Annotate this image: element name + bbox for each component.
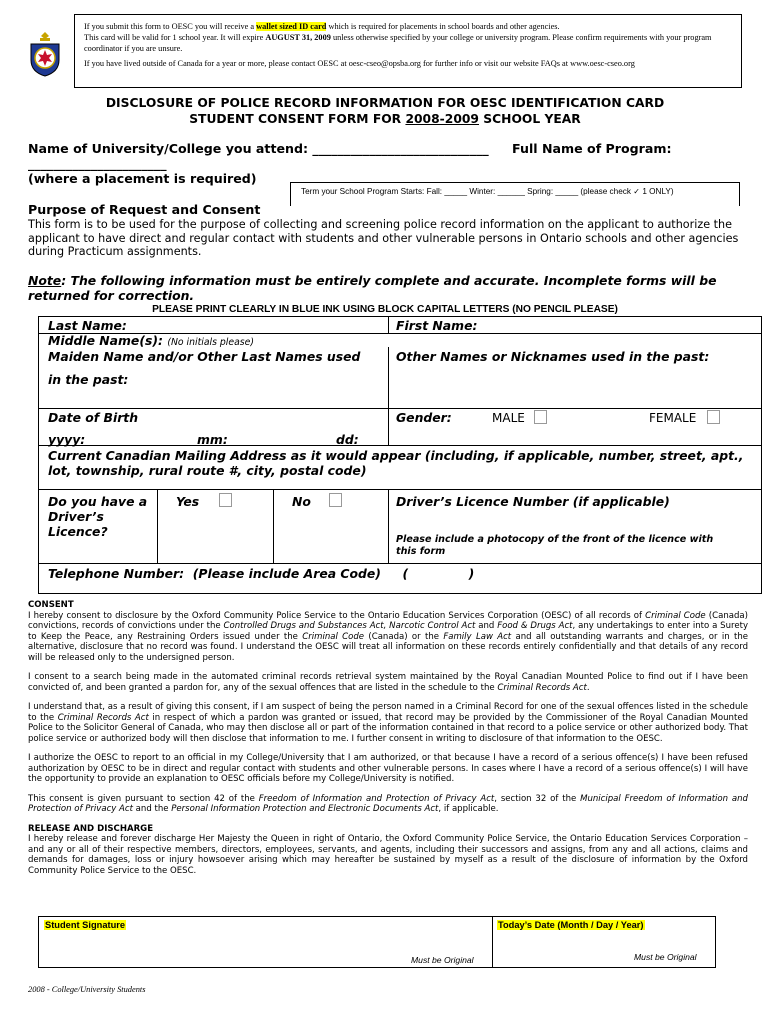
act-name: Criminal Records Act bbox=[497, 682, 587, 693]
licence-question-line: Licence? bbox=[48, 524, 108, 539]
act-name: Freedom of Information and Protection of Privacy Act bbox=[258, 793, 495, 804]
consent-text: and all outstanding warrants and charges, or in the alternative, disclosure that no record was found. I understand the OESC will treat all information on these records entirely confidentially and that details of any record will be released only to the undersigned person. bbox=[28, 631, 749, 663]
expiry-date: AUGUST 31, 2009 bbox=[265, 33, 331, 42]
licence-yes-checkbox[interactable] bbox=[219, 493, 232, 507]
must-be-original-note: Must be Original bbox=[411, 955, 474, 965]
licence-no-checkbox[interactable] bbox=[329, 493, 342, 507]
female-checkbox[interactable] bbox=[707, 410, 720, 424]
act-name: Personal Information Protection and Electronic Documents Act bbox=[171, 804, 439, 814]
consent-paragraph-4: I authorize the OESC to report to an official in my College/University that I am authorized, or that because I have a record of a serious offence(s) I have been refused authorization by OESC to be in direct and regular contact with students and other vulnerable persons. In cases where I have a record of a serious offence(s) I will have the opportunity to provide an explanation to OESC officials before my College/University is notified. bbox=[28, 753, 748, 784]
purpose-text: This form is to be used for the purpose of collecting and screening police record information on the applicant to authorize the applicant to have direct and regular contact with students and other vulnerable persons in Ontario schools and other agencies during Practicum assignments. bbox=[28, 218, 739, 259]
dob-month-field[interactable]: mm: bbox=[197, 432, 228, 447]
licence-photocopy-note: Please include a photocopy of the front of the licence with this form bbox=[396, 534, 714, 557]
dob-day-field[interactable]: dd: bbox=[336, 432, 359, 447]
consent-text: , any undertakings to enter into a Surety to Keep the Peace, any Restraining Orders issued under the bbox=[28, 621, 749, 642]
gender-label: Gender: bbox=[396, 410, 452, 425]
act-name: Criminal Records Act bbox=[57, 712, 149, 723]
act-name: Criminal Code bbox=[302, 631, 365, 642]
subtitle-text: SCHOOL YEAR bbox=[479, 112, 581, 126]
consent-text: and bbox=[475, 621, 498, 631]
mailing-address-field[interactable]: Current Canadian Mailing Address as it would appear (including, if applicable, number, street, apt., lot, township, rural route #, city, postal code) bbox=[48, 448, 744, 478]
consent-paragraph-2 bbox=[28, 672, 748, 693]
accuracy-note bbox=[28, 273, 750, 303]
consent-text: . bbox=[586, 682, 590, 693]
must-be-original-note: Must be Original bbox=[634, 952, 697, 962]
purpose-heading: Purpose of Request and Consent bbox=[28, 202, 261, 217]
consent-text: , section 32 of the bbox=[494, 793, 581, 804]
note-label: Note bbox=[28, 273, 62, 288]
consent-paragraph-1 bbox=[28, 611, 748, 664]
middle-names-field[interactable] bbox=[48, 333, 254, 348]
placement-note: (where a placement is required) bbox=[28, 171, 257, 186]
licence-question-line: Driver’s bbox=[48, 509, 104, 524]
no-initials-hint: (No initials please) bbox=[167, 337, 254, 348]
university-field-label[interactable]: Name of University/College you attend: ____________________________ bbox=[28, 141, 489, 156]
consent-text: I understand that, as a result of giving this consent, if I am suspect of being the person named in a Criminal Record for one of the sexual offences listed in the schedule to the bbox=[28, 702, 748, 723]
subtitle-text: STUDENT CONSENT FORM FOR bbox=[189, 112, 406, 126]
middle-names-label: Middle Name(s): bbox=[48, 333, 163, 348]
print-instruction: PLEASE PRINT CLEARLY IN BLUE INK USING BLOCK CAPITAL LETTERS (NO PENCIL PLEASE) bbox=[152, 304, 618, 315]
consent-text: in respect of which a pardon was granted or issued, that record may be provided by the Commissioner of the Royal Canadian Mounted Police to the Solicitor General of Canada, who may then disclose all or part of the information contained in that record to a police service or other authorized body. That police service or authorized body will then disclose that information to me. I further consent in writing to disclosure of that information to the OESC. bbox=[28, 712, 749, 744]
licence-question-line: Do you have a bbox=[48, 494, 148, 509]
consent-text: I hereby consent to disclosure by the Oxford Community Police Service to the Ontario Education Services Corporation (OESC) of all records of bbox=[28, 610, 646, 621]
act-name: Controlled Drugs and Substances Act, Narcotic Control Act bbox=[223, 621, 476, 631]
female-option-label: FEMALE bbox=[649, 411, 697, 425]
release-paragraph: I hereby release and forever discharge Her Majesty the Queen in right of Ontario, the Oxford Community Police Service, the Ontario Education Services Corporation – and any or all of their respective members, directors, employees, servants, and agents, including their successors and assigns, from any and all actions, claims and demands for damages, loss or injury howsoever arising which may hereafter be sustained by myself as a result of the disclosure of information by the Oxford Community Police Service to the OESC. bbox=[28, 834, 748, 876]
wallet-card-highlight: wallet sized ID card bbox=[256, 22, 327, 31]
licence-question bbox=[48, 494, 147, 539]
consent-text: (Canada) convictions, records of convictions under the bbox=[28, 610, 748, 631]
consent-text: I consent to a search being made in the automated criminal records retrieval system maintained by the Royal Canadian Mounted Police to find out if I have been convicted of, and been granted a pardon for, any of the sexual offences that are listed in the schedule to the bbox=[28, 672, 748, 693]
male-option-label: MALE bbox=[492, 411, 525, 425]
consent-text: This consent is given pursuant to section 42 of the bbox=[28, 793, 259, 804]
info-box bbox=[74, 14, 742, 88]
maiden-name-label-2: in the past: bbox=[48, 372, 129, 387]
footer-note: 2008 - College/University Students bbox=[28, 985, 146, 994]
consent-text: and the bbox=[132, 804, 172, 814]
act-name: Family Law Act bbox=[443, 631, 512, 642]
release-heading: RELEASE AND DISCHARGE bbox=[28, 823, 154, 834]
date-of-birth-label: Date of Birth bbox=[48, 410, 139, 425]
info-text: unless otherwise specified by your college or university program. Please confirm requirements with your program coordinator if you are unsure. bbox=[84, 33, 712, 53]
police-crest-icon bbox=[27, 30, 63, 78]
applicant-info-table bbox=[38, 316, 762, 594]
info-line-3: If you have lived outside of Canada for a year or more, please contact OESC at oesc-cseo@opsba.org for further info or visit our website FAQs at www.oesc-cseo.org bbox=[84, 59, 635, 68]
telephone-field[interactable]: Telephone Number: (Please include Area Code) ( ) bbox=[48, 566, 475, 581]
form-title: DISCLOSURE OF POLICE RECORD INFORMATION FOR OESC IDENTIFICATION CARD bbox=[105, 96, 665, 110]
consent-text: (Canada) or the bbox=[364, 631, 444, 642]
program-blank-line[interactable]: ______________________ bbox=[28, 156, 167, 171]
student-signature-field[interactable]: Student Signature bbox=[45, 920, 126, 930]
licence-number-field[interactable]: Driver’s Licence Number (if applicable) bbox=[396, 494, 670, 509]
info-text: which is required for placements in school boards and other agencies. bbox=[326, 22, 560, 31]
info-text: This card will be valid for 1 school year. It will expire bbox=[84, 33, 266, 42]
form-subtitle bbox=[0, 112, 770, 126]
todays-date-field[interactable]: Today’s Date (Month / Day / Year) bbox=[498, 920, 644, 930]
last-name-field[interactable]: Last Name: bbox=[48, 318, 127, 333]
first-name-field[interactable]: First Name: bbox=[396, 318, 478, 333]
program-field-label[interactable]: Full Name of Program: bbox=[512, 141, 672, 156]
info-line-1 bbox=[84, 21, 733, 54]
school-year: 2008-2009 bbox=[405, 112, 479, 126]
other-names-field[interactable]: Other Names or Nicknames used in the past: bbox=[396, 349, 710, 364]
consent-section bbox=[28, 600, 748, 885]
consent-heading: CONSENT bbox=[28, 600, 74, 610]
note-text: : The following information must be entirely complete and accurate. Incomplete forms will be returned for correction. bbox=[28, 273, 717, 303]
info-text: If you submit this form to OESC you will receive a bbox=[84, 22, 257, 31]
consent-text: , if applicable. bbox=[438, 804, 499, 814]
consent-paragraph-5 bbox=[28, 794, 748, 815]
licence-no-label: No bbox=[292, 494, 311, 509]
act-name: Criminal Code bbox=[645, 610, 706, 621]
licence-yes-label: Yes bbox=[176, 494, 200, 509]
maiden-name-field[interactable]: Maiden Name and/or Other Last Names used bbox=[48, 349, 361, 364]
dob-year-field[interactable]: yyyy: bbox=[48, 432, 86, 447]
term-start-box[interactable]: Term your School Program Starts: Fall: _____ Winter: ______ Spring: _____ (please check ✓ 1 ONLY) bbox=[290, 182, 740, 206]
signature-box bbox=[38, 916, 716, 968]
consent-paragraph-3 bbox=[28, 702, 748, 744]
male-checkbox[interactable] bbox=[534, 410, 547, 424]
act-name: Municipal Freedom of Information and Protection of Privacy Act bbox=[28, 793, 748, 814]
act-name: Food & Drugs Act bbox=[497, 621, 573, 631]
